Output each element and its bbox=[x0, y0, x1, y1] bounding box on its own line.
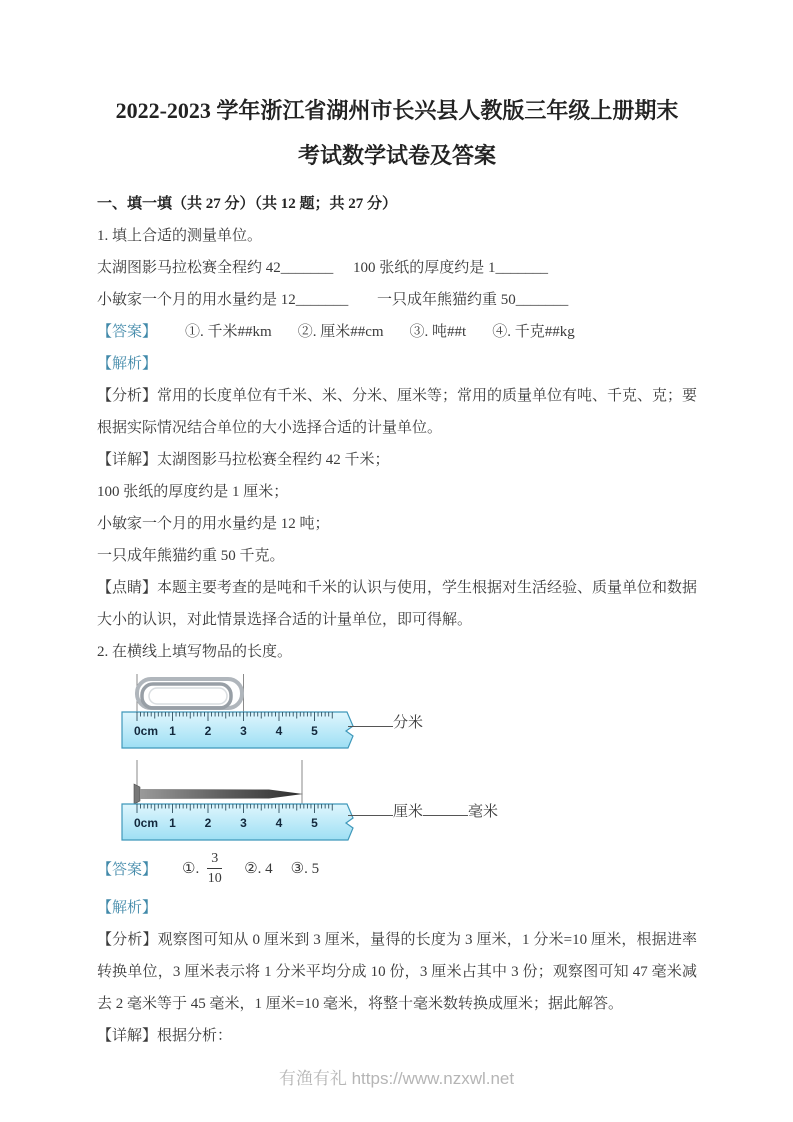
blank-underline bbox=[423, 801, 468, 816]
answer-item-3: ③. 吨##t bbox=[409, 324, 467, 340]
question1-detail-line-4: 一只成年熊猫约重 50 千克。 bbox=[97, 548, 285, 564]
title-line-2: 考试数学试卷及答案 bbox=[297, 143, 496, 168]
fraction-three-tenths bbox=[207, 850, 222, 887]
jiexi-label: 【解析】 bbox=[97, 900, 158, 916]
question1-jiexi-line bbox=[97, 348, 697, 380]
question1-detail-line-1: 【详解】太湖图影马拉松赛全程约 42 千米； bbox=[97, 452, 390, 468]
document-title bbox=[97, 0, 697, 178]
figure1-unit-label bbox=[348, 712, 423, 731]
svg-text:3: 3 bbox=[240, 816, 247, 830]
question1-analysis: 【分析】常用的长度单位有千米、米、分米、厘米等；常用的质量单位有吨、千克、克；要根据实际情况结合单位的大小选择合适的计量单位。 bbox=[97, 388, 698, 436]
question2-analysis: 【分析】观察图可知从 0 厘米到 3 厘米，量得的长度为 3 厘米，1 分米=10 厘米，根据进率转换单位，3 厘米表示将 1 分米平均分成 10 份，3 厘米占其中 3 份；观察图可知 47 毫米减去 2 毫米等于 45 毫米，1 厘米=10 毫米，将整十毫米数转换成厘米；据此解答。 bbox=[97, 932, 697, 1012]
question1-stem: 1. 填上合适的测量单位。 bbox=[97, 228, 263, 244]
svg-text:2: 2 bbox=[204, 816, 212, 830]
figure-nail-ruler bbox=[119, 758, 697, 842]
fraction-numerator: 3 bbox=[207, 850, 222, 869]
title-line-1: 2022-2023 学年浙江省湖州市长兴县人教版三年级上册期末 bbox=[115, 98, 679, 123]
ruler-svg-1 bbox=[119, 672, 359, 750]
question1-note: 【点睛】本题主要考查的是吨和千米的认识与使用，学生根据对生活经验、质量单位和数据大小的认识，对此情景选择合适的计量单位，即可得解。 bbox=[97, 580, 698, 628]
question2-answer-line bbox=[97, 844, 697, 892]
fill-item-water: 小敏家一个月的用水量约是 12_______ bbox=[97, 292, 349, 308]
question1-fill-row-2 bbox=[97, 284, 697, 316]
svg-text:5: 5 bbox=[311, 816, 318, 830]
paperclip-icon bbox=[137, 679, 242, 708]
svg-text:1: 1 bbox=[169, 724, 176, 738]
answer-label: 【答案】 bbox=[97, 861, 158, 878]
unit-decimeter: 分米 bbox=[393, 715, 424, 731]
svg-text:1: 1 bbox=[169, 816, 176, 830]
answer-item-2: ②. 厘米##cm bbox=[297, 324, 384, 340]
question2-jiexi-line bbox=[97, 892, 697, 924]
nail-icon bbox=[134, 784, 303, 804]
question1-answer-line bbox=[97, 316, 697, 348]
svg-text:4: 4 bbox=[275, 816, 283, 830]
jiexi-label: 【解析】 bbox=[97, 356, 158, 372]
svg-text:0cm: 0cm bbox=[134, 724, 159, 738]
fill-item-marathon: 太湖图影马拉松赛全程约 42_______ bbox=[97, 260, 334, 276]
figure2-unit-label bbox=[348, 801, 498, 820]
answer-label: 【答案】 bbox=[97, 324, 158, 340]
fraction-denominator: 10 bbox=[207, 870, 222, 886]
unit-centimeter: 厘米 bbox=[393, 804, 424, 820]
answer-item-3: ③. 5 bbox=[290, 860, 320, 877]
footer-watermark: 有渔有礼 https://www.nzxwl.net bbox=[278, 1069, 515, 1088]
question1-detail-line-3: 小敏家一个月的用水量约是 12 吨； bbox=[97, 516, 330, 532]
blank-underline bbox=[348, 801, 393, 816]
question2-stem: 2. 在横线上填写物品的长度。 bbox=[97, 644, 293, 660]
unit-millimeter: 毫米 bbox=[468, 804, 499, 820]
question2-detail: 【详解】根据分析： bbox=[97, 1028, 233, 1044]
ruler-svg-2 bbox=[119, 758, 359, 842]
blank-underline bbox=[348, 712, 393, 727]
document-content bbox=[97, 0, 697, 1052]
fill-item-paper: 100 张纸的厚度约是 1_______ bbox=[353, 260, 549, 276]
svg-text:0cm: 0cm bbox=[134, 816, 159, 830]
section-heading: 一、填一填（共 27 分）（共 12 题；共 27 分） bbox=[97, 196, 398, 212]
fill-item-panda: 一只成年熊猫约重 50_______ bbox=[377, 292, 569, 308]
question1-detail-line-2: 100 张纸的厚度约是 1 厘米； bbox=[97, 484, 289, 500]
svg-text:2: 2 bbox=[204, 724, 212, 738]
svg-text:4: 4 bbox=[275, 724, 283, 738]
question1-fill-row-1 bbox=[97, 252, 697, 284]
answer-item-1: ①. 千米##km bbox=[185, 324, 272, 340]
figure-paperclip-ruler bbox=[119, 672, 697, 750]
svg-text:3: 3 bbox=[240, 724, 247, 738]
svg-text:5: 5 bbox=[311, 724, 318, 738]
answer-item-4: ④. 千克##kg bbox=[492, 324, 575, 340]
answer-item-2: ②. 4 bbox=[244, 860, 273, 877]
answer-item-1-prefix: ①. bbox=[182, 860, 200, 877]
